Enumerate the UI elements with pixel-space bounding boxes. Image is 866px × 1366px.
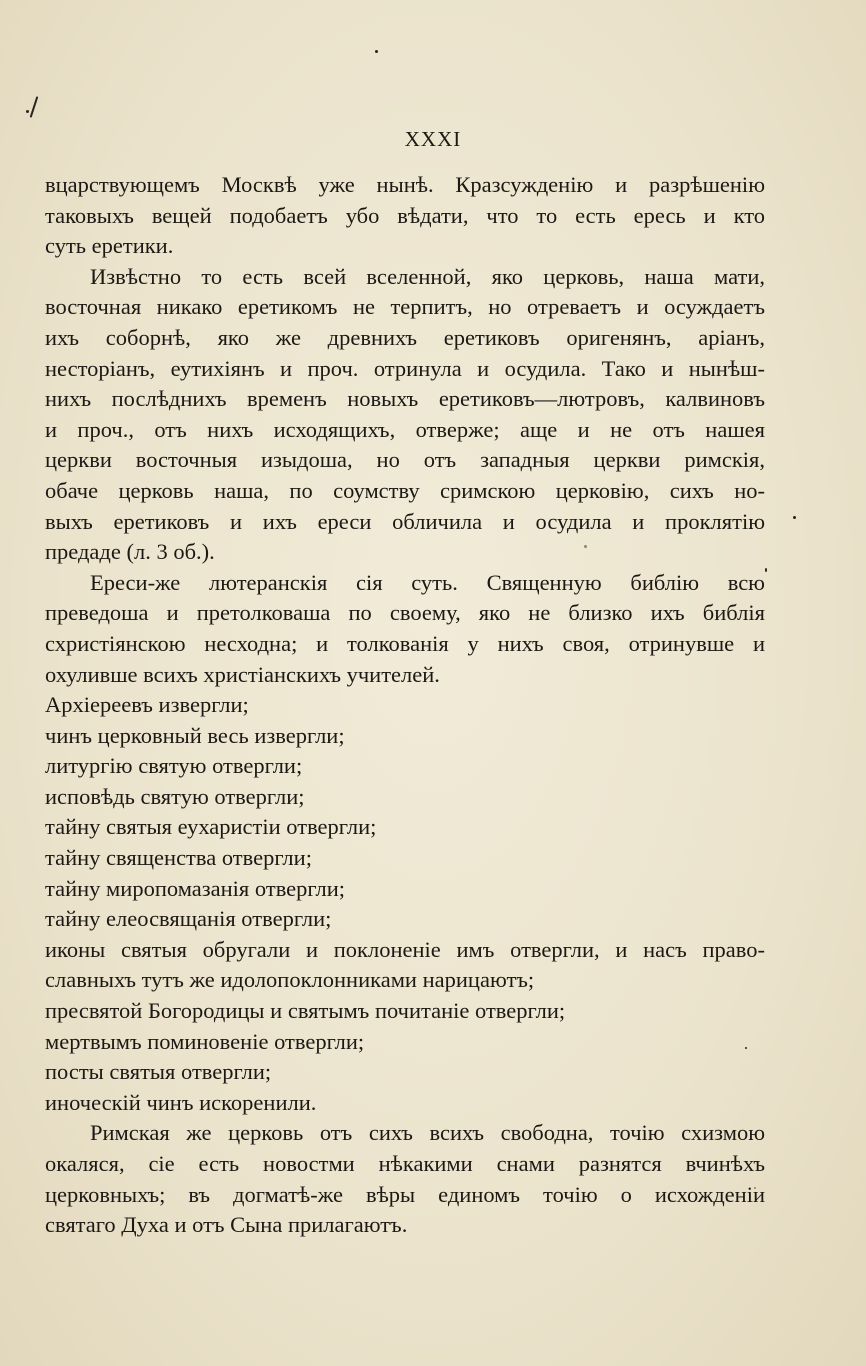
list-item: пресвятой Богородицы и святымъ почитаніе отвергли; bbox=[45, 998, 566, 1024]
ink-speck bbox=[375, 50, 378, 53]
text-line: церковныхъ; въ догматѣ-же вѣры единомъ точію о исхожденіи bbox=[45, 1181, 765, 1207]
list-item: тайну святыя еухаристіи отвергли; bbox=[45, 814, 377, 840]
list-item: мертвымъ поминовеніе отвергли; bbox=[45, 1028, 365, 1054]
list-item: иноческій чинъ искоренили. bbox=[45, 1089, 317, 1115]
list-item: тайну священства отвергли; bbox=[45, 845, 312, 871]
ink-speck bbox=[765, 568, 767, 572]
text-line: восточная никако еретикомъ не терпитъ, но отреваетъ и осуждаетъ bbox=[45, 294, 765, 320]
page-text bbox=[45, 170, 765, 1241]
text-line: святаго Духа и отъ Сына прилагаютъ. bbox=[45, 1212, 408, 1238]
text-line: нихъ послѣднихъ временъ новыхъ еретиковъ—лютровъ, калвиновъ bbox=[45, 386, 765, 412]
list-item: славныхъ тутъ же идолопоклонниками нарицаютъ; bbox=[45, 967, 535, 993]
text-line: предаде (л. 3 об.). bbox=[45, 539, 215, 565]
text-line: вцарствующемъ Москвѣ уже нынѣ. Кразсужденію и разрѣшенію bbox=[45, 172, 765, 197]
text-line: суть еретики. bbox=[45, 233, 174, 259]
list-item: иконы святыя обругали и поклоненіе имъ отвергли, и насъ право- bbox=[45, 936, 765, 962]
text-line: Римская же церковь отъ сихъ всихъ свободна, точію схизмою bbox=[90, 1120, 765, 1146]
ink-speck bbox=[26, 110, 29, 113]
list-item: тайну миропомазанія отвергли; bbox=[45, 875, 346, 901]
text-line: преведоша и претолковаша по своему, яко не близко ихъ библія bbox=[45, 600, 765, 626]
text-line: обаче церковь наша, по соумству сримскою церковію, сихъ но- bbox=[45, 477, 765, 503]
list-item: чинъ церковный весь извергли; bbox=[45, 722, 345, 748]
text-line: ихъ соборнѣ, яко же древнихъ еретиковъ оригенянъ, аріанъ, bbox=[45, 324, 765, 350]
list-item: тайну елеосвящанія отвергли; bbox=[45, 906, 332, 932]
pencil-mark bbox=[30, 96, 39, 118]
text-line: схристіянскою несходна; и толкованія у нихъ своя, отринувше и bbox=[45, 630, 765, 656]
list-item: исповѣдь святую отвергли; bbox=[45, 783, 305, 809]
list-item: посты святыя отвергли; bbox=[45, 1059, 272, 1085]
text-line: несторіанъ, еутихіянъ и проч. отринула и осудила. Тако и нынѣш- bbox=[45, 355, 765, 381]
list-item: Архіереевъ извергли; bbox=[45, 692, 249, 718]
text-line: окаляся, сіе есть новостми нѣкакими снами разнятся вчинѣхъ bbox=[45, 1151, 765, 1176]
text-line: Ереси-же лютеранскія сія суть. Священную библію всю bbox=[90, 569, 765, 595]
text-line: церкви восточныя изыдоша, но отъ западныя церкви римскія, bbox=[45, 447, 765, 473]
list-item: литургію святую отвергли; bbox=[45, 753, 303, 779]
ink-speck bbox=[793, 516, 796, 519]
text-line: Извѣстно то есть всей вселенной, яко церковь, наша мати, bbox=[90, 263, 765, 289]
text-line: таковыхъ вещей подобаетъ убо вѣдати, что то есть ересь и кто bbox=[45, 202, 765, 228]
text-line: выхъ еретиковъ и ихъ ереси обличила и осудила и проклятію bbox=[45, 508, 765, 534]
page-number: XXXI bbox=[404, 127, 462, 151]
text-line: и проч., отъ нихъ исходящихъ, отверже; аще и не отъ нашея bbox=[45, 416, 765, 442]
text-line: охуливше всихъ христіанскихъ учителей. bbox=[45, 661, 440, 687]
